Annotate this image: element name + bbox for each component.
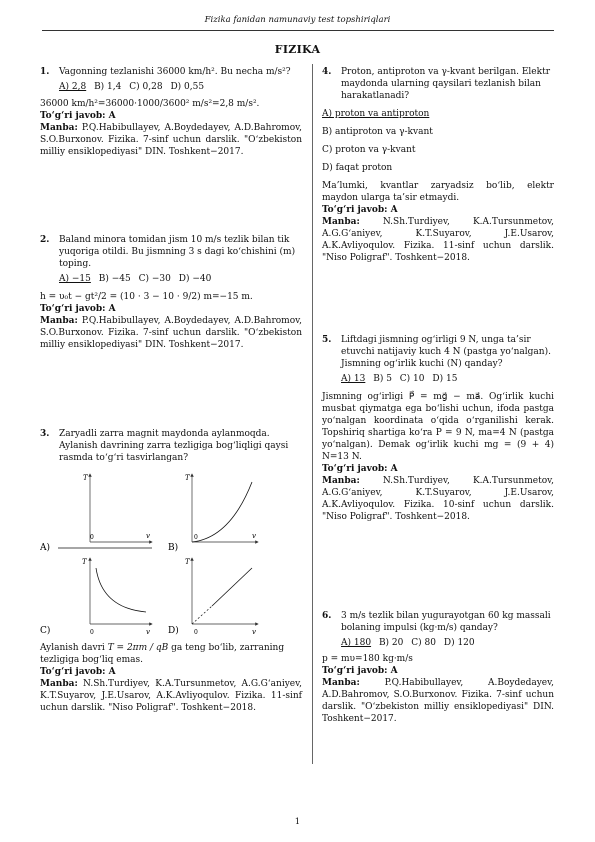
graph-c-label: C): [40, 626, 51, 636]
graph-b-label: B): [168, 543, 179, 553]
graph-d-origin: 0: [194, 629, 198, 636]
option-a: A) 180: [341, 638, 372, 648]
question-text: Liftdagi jismning og‘irligi 9 N, unga ta’sir etuvchi natijaviy kuch 4 N (pastga yo‘nalgan). Jismning og‘irlik kuchi (N) qanday?: [341, 335, 551, 369]
option-b: B) 5: [373, 374, 392, 384]
source: Manba: P.Q.Habibullayev, A.Boydedayev, A.D.Bahromov, S.O.Burxonov. Fizika. 7-sinf uchun darslik. "O‘zbekiston milliy ensiklopediyasi" DIN. Toshkent−2017.: [322, 678, 554, 724]
option-d: D) 0,55: [170, 82, 205, 92]
solution: p = mυ=180 kg·m/s: [322, 654, 413, 664]
source: Manba: N.Sh.Turdiyev, K.A.Tursunmetov, A.G.G‘aniyev, K.T.Suyarov, J.E.Usarov, A.K.Avliyoqulov. Fizika. 11-sinf uchun darslik. "Niso Poligraf". Toshkent−2018.: [40, 679, 302, 713]
question-2: [40, 234, 302, 351]
correct-answer: To‘g‘ri javob: A: [40, 667, 116, 677]
question-number: 5.: [322, 335, 332, 345]
graph-b-curve: [192, 482, 252, 542]
option-b: B) −45: [98, 274, 131, 284]
answer-options: [59, 273, 302, 285]
question-text: Proton, antiproton va γ-kvant berilgan. Elektr maydonda ularning qaysilari tezlanish bilan harakatlanadi?: [341, 67, 551, 101]
answer-options: [341, 373, 554, 385]
graph-c-curve: [96, 568, 146, 612]
question-text: 3 m/s tezlik bilan yugurayotgan 60 kg massali bolaning impulsi (kg·m/s) qanday?: [341, 611, 551, 633]
option-d: D) 120: [443, 638, 475, 648]
graph-b-origin: 0: [194, 534, 198, 541]
graph-c-origin: 0: [90, 629, 94, 636]
page-number: 1: [294, 817, 301, 827]
question-number: 2.: [40, 235, 50, 245]
correct-answer: To‘g‘ri javob: A: [322, 666, 398, 676]
graph-d-y-label: T: [185, 558, 190, 566]
correct-answer: To‘g‘ri javob: A: [322, 464, 398, 474]
option-a: A) −15: [59, 274, 91, 284]
answer-options: [59, 81, 302, 93]
option-d: D) faqat proton: [322, 163, 393, 173]
question-3: [40, 428, 302, 714]
solution: h = υ₀t − gt²/2 = (10 · 3 − 10 · 9/2) m=−15 m.: [40, 292, 253, 302]
graph-a-y-label: T: [83, 474, 88, 482]
source: Manba: N.Sh.Turdiyev, K.A.Tursunmetov, A.G.G‘aniyev, K.T.Suyarov, J.E.Usarov, A.K.Avliyoqulov. Fizika. 10-sinf uchun darslik. "Niso Poligraf". Toshkent−2018.: [322, 476, 554, 522]
graph-c: [40, 558, 152, 636]
graph-b-x-label: v: [252, 532, 256, 540]
graph-a-origin: 0: [90, 534, 94, 541]
graph-c-x-label: v: [146, 628, 150, 636]
question-number: 6.: [322, 611, 332, 621]
source: Manba: N.Sh.Turdiyev, K.A.Tursunmetov, A.G.G‘aniyev, K.T.Suyarov, J.E.Usarov, A.K.Avliyoqulov. Fizika. 11-sinf uchun darslik. "Niso Poligraf". Toshkent−2018.: [322, 217, 554, 263]
correct-answer: To‘g‘ri javob: A: [322, 205, 398, 215]
option-b: B) antiproton va γ-kvant: [322, 127, 433, 137]
question-text: Zaryadli zarra magnit maydonda aylanmoqda. Aylanish davrining zarra tezligiga bog‘liqligi qaysi rasmda to‘g‘ri tasvirlangan?: [59, 429, 289, 463]
column-divider: [312, 64, 313, 764]
option-d: D) −40: [178, 274, 212, 284]
graph-d: [168, 558, 258, 636]
graph-d-label: D): [168, 626, 179, 636]
option-a: A) 2,8: [59, 82, 87, 92]
correct-answer: To‘g‘ri javob: A: [40, 111, 116, 121]
option-c: C) 80: [411, 638, 436, 648]
question-text: Vagonning tezlanishi 36000 km/h². Bu necha m/s²?: [59, 67, 291, 77]
option-b: B) 20: [378, 638, 404, 648]
solution: Ma’lumki, kvantlar zaryadsiz bo‘lib, elektr maydon ularga ta’sir etmaydi.: [322, 181, 554, 203]
question-4: [322, 66, 554, 264]
option-d: D) 15: [432, 374, 458, 384]
option-c: C) proton va γ-kvant: [322, 145, 416, 155]
correct-answer: To‘g‘ri javob: A: [40, 304, 116, 314]
option-c: C) 0,28: [129, 82, 163, 92]
header-rule: [42, 30, 554, 31]
solution: 36000 km/h²=36000·1000/3600² m/s²=2,8 m/s².: [40, 99, 260, 109]
graph-b: [168, 474, 258, 553]
question-6: [322, 610, 554, 725]
question-5: [322, 334, 554, 523]
option-c: C) −30: [138, 274, 171, 284]
graph-a-x-label: v: [146, 532, 150, 540]
graph-d-dashed-segment: [192, 606, 212, 624]
page-title: FIZIKA: [274, 43, 321, 56]
graph-c-y-label: T: [82, 558, 87, 566]
graph-a: [40, 474, 152, 553]
source: Manba: P.Q.Habibullayev, A.Boydedayev, A.D.Bahromov, S.O.Burxonov. Fizika. 7-sinf uchun darslik. "O‘zbekiston milliy ensiklopediyasi" DIN. Toshkent−2017.: [40, 316, 302, 350]
graph-options: [40, 468, 302, 638]
option-c: C) 10: [399, 374, 425, 384]
option-a: A) proton va antiproton: [322, 109, 430, 119]
answer-options: [341, 637, 554, 649]
question-text: Baland minora tomidan jism 10 m/s tezlik bilan tik yuqoriga otildi. Bu jismning 3 s dagi ko‘chishini (m) toping.: [59, 235, 296, 269]
graph-d-x-label: v: [252, 628, 256, 636]
question-number: 1.: [40, 67, 50, 77]
option-a: A) 13: [341, 374, 366, 384]
period-formula: T = 2πm / qB: [107, 643, 169, 653]
graph-a-label: A): [40, 543, 51, 553]
question-1: [40, 66, 302, 158]
source: Manba: P.Q.Habibullayev, A.Boydedayev, A.D.Bahromov, S.O.Burxonov. Fizika. 7-sinf uchun darslik. "O‘zbekiston milliy ensiklopediyasi" DIN. Toshkent−2017.: [40, 123, 302, 157]
graph-b-y-label: T: [185, 474, 190, 482]
solution: Jismning og‘irligi P⃗ = mg⃗ − ma⃗. Og‘irlik kuchi musbat qiymatga ega bo‘lishi uchun, ifoda pastga yo‘nalgan koordinata o‘qida o‘rganilishi kerak. Topshiriq shartiga ko‘ra P = 9 N, ma=4 N (pastga yo‘nalgan). Demak og‘irlik kuchi mg = (9 + 4) N=13 N.: [322, 392, 554, 462]
question-number: 4.: [322, 67, 332, 77]
solution: Aylanish davri T = 2πm / qB ga teng bo‘lib, zarraning tezligiga bog‘liq emas.: [40, 643, 285, 665]
question-number: 3.: [40, 429, 50, 439]
page-header: Fizika fanidan namunaviy test topshiriqlari: [204, 15, 391, 25]
option-b: B) 1,4: [94, 82, 122, 92]
graph-d-curve: [212, 568, 252, 606]
